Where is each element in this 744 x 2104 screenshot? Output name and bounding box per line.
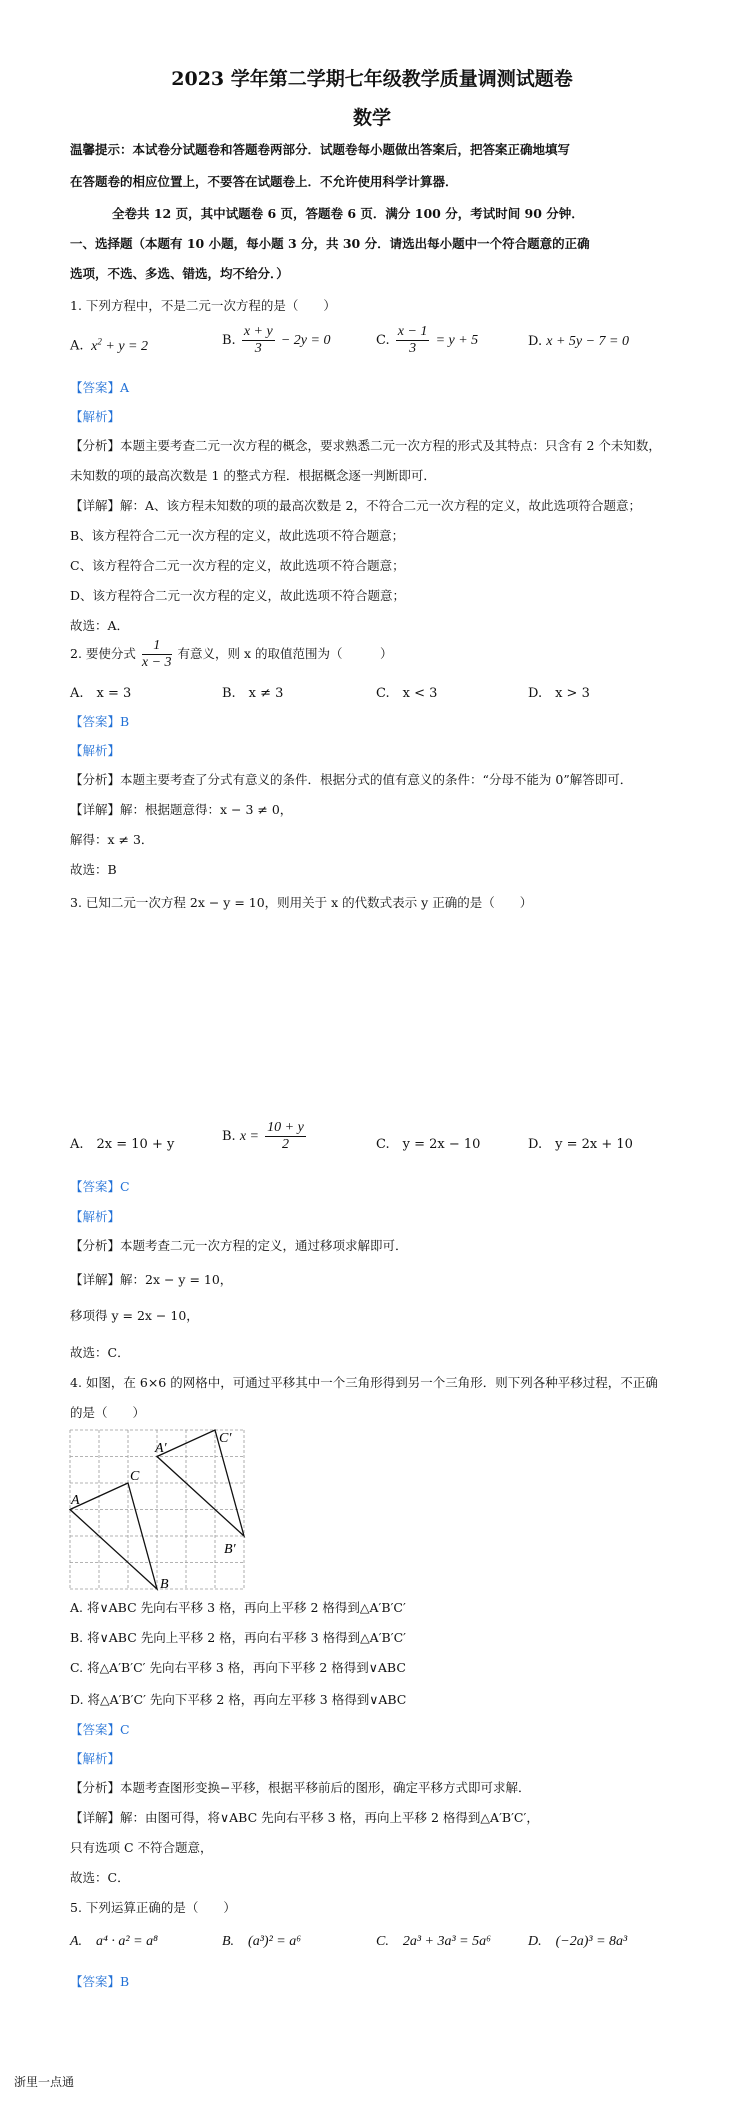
q1-a-label: A.	[70, 338, 84, 354]
q1-b-label: B.	[222, 333, 236, 348]
q2-xiangjie: 【详解】解：根据题意得：x − 3 ≠ 0，	[70, 802, 293, 817]
label-a: A	[71, 1493, 80, 1508]
q2-jiexi: 【解析】	[70, 743, 121, 758]
label-b-prime: B′	[224, 1542, 236, 1557]
q3-xiangjie: 【详解】解：2x − y = 10，	[70, 1272, 233, 1287]
triangle-abc	[70, 1483, 157, 1589]
q2-option-b: B. x ≠ 3	[222, 686, 284, 701]
q1-stem: 1. 下列方程中，不是二元一次方程的是（ ）	[70, 298, 336, 313]
q1-b-tail: − 2y = 0	[280, 333, 331, 348]
q4-xiangjie: 【详解】解：由图可得，将∨ABC 先向右平移 3 格，再向上平移 2 格得到△A′B′C′，	[70, 1810, 539, 1825]
q5-answer: 【答案】B	[70, 1974, 130, 1989]
q1-jiexi: 【解析】	[70, 409, 121, 424]
q1-c-tail: = y + 5	[435, 333, 479, 348]
q1-a-rest: + y = 2	[101, 338, 148, 354]
q3-option-a: A. 2x = 10 + y	[70, 1137, 175, 1152]
q3-option-b	[222, 1120, 308, 1153]
q4-option-d: D. 将△A′B′C′ 先向下平移 2 格，再向左平移 3 格得到∨ABC	[70, 1692, 407, 1707]
q3-transpose: 移项得 y = 2x − 10，	[70, 1308, 199, 1323]
q1-c-den: 3	[409, 341, 417, 356]
q1-a-expr: $x^2 + y = 2$	[91, 336, 148, 354]
q3-b-fraction	[265, 1120, 306, 1153]
q5-option-d: D. (−2a)³ = 8a³	[528, 1934, 628, 1949]
q1-conclusion: 故选：A．	[70, 618, 130, 633]
q4-fenxi: 【分析】本题考查图形变换−平移，根据平移前后的图形，确定平移方式即可求解．	[70, 1780, 531, 1795]
q4-conclusion: 故选：C．	[70, 1870, 130, 1885]
section-1-line-2: 选项，不选、多选、错选，均不给分．）	[70, 266, 289, 281]
q2-stem-pre: 2. 要使分式	[70, 646, 136, 661]
q2-option-c: C. x < 3	[376, 686, 438, 701]
q1-b-den: 3	[254, 341, 262, 356]
q4-option-c: C. 将△A′B′C′ 先向右平移 3 格，再向下平移 2 格得到∨ABC	[70, 1660, 406, 1675]
exam-title: 2023 学年第二学期七年级教学质量调测试题卷	[171, 68, 573, 90]
q3-stem: 3. 已知二元一次方程 2x − y = 10，则用关于 x 的代数式表示 y 正确的是（ ）	[70, 895, 533, 910]
q1-b-num: x + y	[243, 324, 273, 339]
q1-option-b	[222, 324, 330, 357]
q3-b-den: 2	[281, 1137, 289, 1152]
q2-frac-num: 1	[142, 638, 172, 655]
q1-answer: 【答案】A	[70, 380, 130, 395]
q4-option-b: B. 将∨ABC 先向上平移 2 格，再向右平移 3 格得到△A′B′C′	[70, 1630, 406, 1645]
q3-b-label: B.	[222, 1129, 236, 1144]
label-a-prime: A′	[155, 1441, 167, 1456]
q1-b-analysis: B、该方程符合二元一次方程的定义，故此选项不符合题意；	[70, 528, 405, 543]
q4-answer: 【答案】C	[70, 1722, 130, 1737]
q2-frac-den: x − 3	[141, 655, 172, 670]
q5-option-b: B. (a³)² = a⁶	[222, 1934, 302, 1949]
q1-d-analysis: D、该方程符合二元一次方程的定义，故此选项不符合题意；	[70, 588, 406, 603]
q1-c-fraction	[396, 324, 430, 357]
q1-d-expr: x + 5y − 7 = 0	[546, 334, 630, 349]
q1-d-label: D.	[528, 334, 543, 349]
notice-line-3: 全卷共 12 页，其中试题卷 6 页，答题卷 6 页．满分 100 分，考试时间 90 分钟．	[112, 206, 584, 221]
q2-stem	[70, 638, 393, 671]
q1-b-fraction	[242, 324, 275, 357]
q4-stem-2: 的是（ ）	[70, 1405, 146, 1420]
q1-option-c	[376, 324, 478, 357]
q2-option-a: A. x = 3	[70, 686, 132, 701]
q1-xiangjie: 【详解】解：A、该方程未知数的项的最高次数是 2，不符合二元一次方程的定义，故此选项符合题意；	[70, 498, 641, 513]
q5-option-a: A. a⁴ · a² = a⁸	[70, 1934, 158, 1949]
q3-b-num: 10 + y	[267, 1120, 304, 1135]
notice-line-1: 温馨提示：本试卷分试题卷和答题卷两部分．试题卷每小题做出答案后，把答案正确地填写	[70, 142, 571, 157]
footer-brand: 浙里一点通	[14, 2075, 75, 2089]
q1-option-a	[70, 336, 148, 355]
q3-jiexi: 【解析】	[70, 1209, 121, 1224]
q1-option-d	[528, 334, 629, 350]
q3-conclusion: 故选：C．	[70, 1345, 130, 1360]
q2-solution: 解得：x ≠ 3．	[70, 832, 154, 847]
q2-stem-post: 有意义，则 x 的取值范围为（ ）	[177, 646, 393, 661]
label-c: C	[130, 1469, 140, 1484]
q1-c-label: C.	[376, 333, 390, 348]
q5-stem: 5. 下列运算正确的是（ ）	[70, 1900, 236, 1915]
label-b: B	[160, 1577, 169, 1592]
q4-grid-figure	[68, 1428, 248, 1592]
q3-option-d: D. y = 2x + 10	[528, 1137, 633, 1152]
q3-answer: 【答案】C	[70, 1179, 130, 1194]
q2-conclusion: 故选：B	[70, 862, 117, 877]
q4-only-c: 只有选项 C 不符合题意，	[70, 1840, 213, 1855]
q4-jiexi: 【解析】	[70, 1751, 121, 1766]
q3-fenxi: 【分析】本题考查二元一次方程的定义，通过移项求解即可．	[70, 1238, 408, 1253]
notice-line-2: 在答题卷的相应位置上，不要答在试题卷上．不允许使用科学计算器．	[70, 174, 458, 189]
q4-option-a: A. 将∨ABC 先向右平移 3 格，再向上平移 2 格得到△A′B′C′	[70, 1600, 406, 1615]
q2-fraction	[142, 638, 172, 671]
label-c-prime: C′	[219, 1431, 232, 1446]
q1-c-analysis: C、该方程符合二元一次方程的定义，故此选项不符合题意；	[70, 558, 405, 573]
q1-a-x: x	[91, 338, 98, 354]
q2-option-d: D. x > 3	[528, 686, 590, 701]
q1-fenxi-2: 未知数的项的最高次数是 1 的整式方程．根据概念逐一判断即可．	[70, 468, 436, 483]
q2-answer: 【答案】B	[70, 714, 130, 729]
q1-fenxi-1: 【分析】本题主要考查二元一次方程的概念，要求熟悉二元一次方程的形式及其特点：只含有 2 个未知数，	[70, 438, 661, 453]
section-1-line-1: 一、选择题（本题有 10 小题，每小题 3 分，共 30 分．请选出每小题中一个符合题意的正确	[70, 236, 590, 251]
q3-b-pre: x =	[239, 1129, 259, 1144]
q3-option-c: C. y = 2x − 10	[376, 1137, 481, 1152]
q4-stem-1: 4. 如图，在 6×6 的网格中，可通过平移其中一个三角形得到另一个三角形．则下列各种平移过程，不正确	[70, 1375, 658, 1390]
q5-option-c: C. 2a³ + 3a³ = 5a⁶	[376, 1934, 491, 1949]
q1-c-num: x − 1	[397, 324, 428, 339]
subject-title: 数学	[352, 107, 391, 129]
q2-fenxi: 【分析】本题主要考查了分式有意义的条件．根据分式的值有意义的条件：“分母不能为 0”解答即可．	[70, 772, 633, 787]
